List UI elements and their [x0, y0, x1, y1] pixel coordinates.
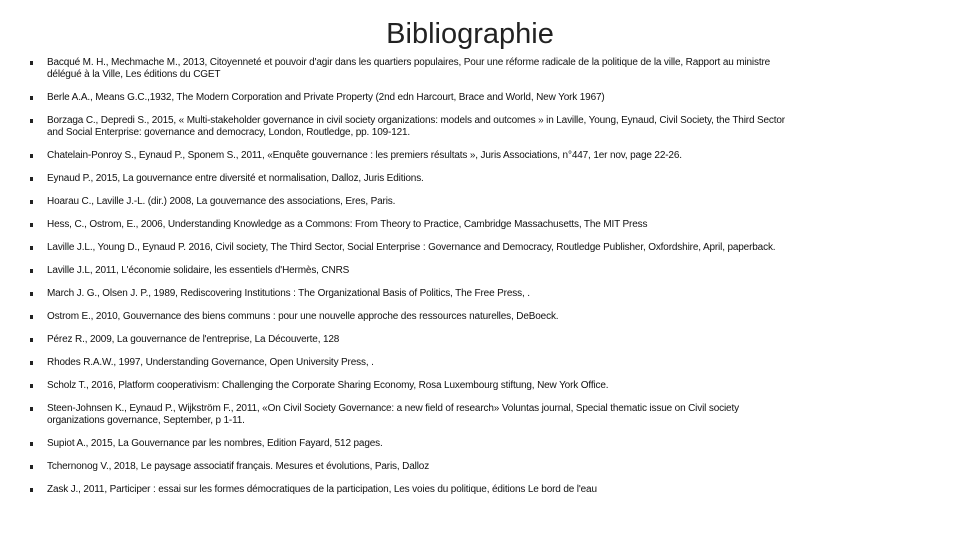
reference-text: Tchernonog V., 2018, Le paysage associatif français. Mesures et évolutions, Paris, Dalloz [47, 461, 430, 472]
reference-text: organizations governance, September, p 1-11. [47, 415, 245, 426]
bullet-icon [30, 292, 33, 296]
reference-text: and Social Enterprise: governance and democracy, London, Routledge, pp. 109-121. [47, 127, 411, 138]
reference-item [30, 403, 930, 427]
bullet-icon [30, 246, 33, 250]
bullet-icon [30, 200, 33, 204]
reference-item [30, 484, 930, 496]
reference-text: Zask J., 2011, Participer : essai sur les formes démocratiques de la participation, Les voies du politique, éditions Le bord de l'eau [47, 484, 597, 495]
reference-text: Supiot A., 2015, La Gouvernance par les nombres, Edition Fayard, 512 pages. [47, 438, 383, 449]
reference-item [30, 92, 930, 104]
reference-text: Bacqué M. H., Mechmache M., 2013, Citoyenneté et pouvoir d'agir dans les quartiers populaires, Pour une réforme radicale de la politique de la ville, Rapport au ministre [47, 57, 771, 68]
reference-item [30, 380, 930, 392]
reference-item [30, 196, 930, 208]
reference-item [30, 219, 930, 231]
reference-text: Laville J.L, 2011, L'économie solidaire, les essentiels d'Hermès, CNRS [47, 265, 350, 276]
reference-text: Borzaga C., Depredi S., 2015, « Multi-stakeholder governance in civil society organizations: models and outcomes » in Laville, Young, Eynaud, Civil Society, the Third Sector [47, 115, 785, 126]
reference-item [30, 438, 930, 450]
reference-item [30, 461, 930, 473]
reference-text: Ostrom E., 2010, Gouvernance des biens communs : pour une nouvelle approche des ressources naturelles, DeBoeck. [47, 311, 559, 322]
reference-text: Hess, C., Ostrom, E., 2006, Understanding Knowledge as a Commons: From Theory to Practice, Cambridge Massachusetts, The MIT Press [47, 219, 648, 230]
bullet-icon [30, 223, 33, 227]
reference-item [30, 334, 930, 346]
bullet-icon [30, 154, 33, 158]
reference-text: Pérez R., 2009, La gouvernance de l'entreprise, La Découverte, 128 [47, 334, 340, 345]
bullet-icon [30, 442, 33, 446]
bullet-icon [30, 269, 33, 273]
reference-text: délégué à la Ville, Les éditions du CGET [47, 69, 221, 80]
reference-text: Eynaud P., 2015, La gouvernance entre diversité et normalisation, Dalloz, Juris Editions. [47, 173, 424, 184]
reference-text: Rhodes R.A.W., 1997, Understanding Governance, Open University Press, . [47, 357, 374, 368]
bullet-icon [30, 465, 33, 469]
reference-item [30, 57, 930, 81]
bullet-icon [30, 61, 33, 65]
bullet-icon [30, 338, 33, 342]
reference-text: Chatelain-Ponroy S., Eynaud P., Sponem S., 2011, «Enquête gouvernance : les premiers résultats », Juris Associations, n°447, 1er nov, page 22-26. [47, 150, 682, 161]
reference-text: Laville J.L., Young D., Eynaud P. 2016, Civil society, The Third Sector, Social Enterprise : Governance and Democracy, Routledge Publisher, Oxfordshire, April, paperback. [47, 242, 776, 253]
bullet-icon [30, 384, 33, 388]
bullet-icon [30, 177, 33, 181]
slide-title: Bibliographie [386, 18, 554, 50]
reference-text: Hoarau C., Laville J.-L. (dir.) 2008, La gouvernance des associations, Eres, Paris. [47, 196, 396, 207]
reference-item [30, 150, 930, 162]
bullet-icon [30, 488, 33, 492]
reference-text: March J. G., Olsen J. P., 1989, Rediscovering Institutions : The Organizational Basis of Politics, The Free Press, . [47, 288, 530, 299]
bullet-icon [30, 96, 33, 100]
bullet-icon [30, 315, 33, 319]
reference-text: Berle A.A., Means G.C.,1932, The Modern Corporation and Private Property (2nd edn Harcourt, Brace and World, New York 1967) [47, 92, 605, 103]
reference-item [30, 265, 930, 277]
bibliography-list [30, 57, 930, 507]
bullet-icon [30, 407, 33, 411]
reference-item [30, 357, 930, 369]
reference-item [30, 311, 930, 323]
reference-item [30, 115, 930, 139]
bullet-icon [30, 119, 33, 123]
bullet-icon [30, 361, 33, 365]
reference-item [30, 173, 930, 185]
reference-item [30, 242, 930, 254]
reference-item [30, 288, 930, 300]
reference-text: Scholz T., 2016, Platform cooperativism: Challenging the Corporate Sharing Economy, Rosa Luxembourg stiftung, New York Office. [47, 380, 609, 391]
reference-text: Steen-Johnsen K., Eynaud P., Wijkström F., 2011, «On Civil Society Governance: a new field of research» Voluntas journal, Special thematic issue on Civil society [47, 403, 739, 414]
